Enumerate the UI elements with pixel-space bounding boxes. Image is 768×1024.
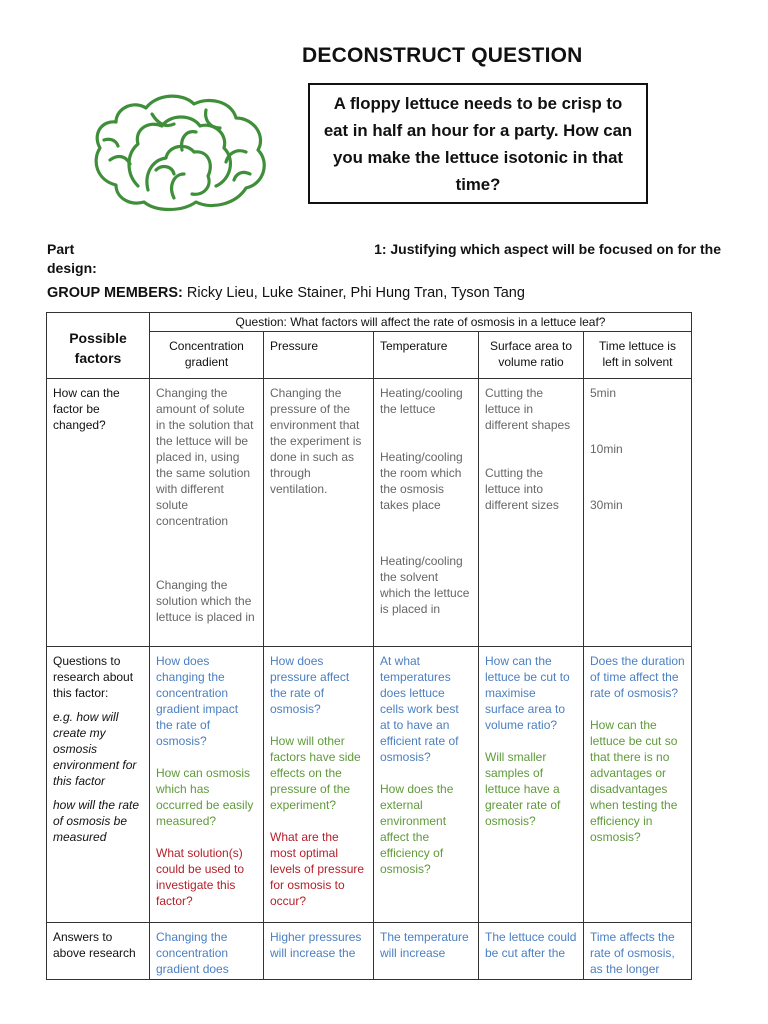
cell-text: Changing the pressure of the environment that the experiment is done in such as through ventilation. <box>270 386 362 496</box>
table-row <box>47 647 692 923</box>
row-label-text: Questions to research about this factor: <box>53 654 134 700</box>
cell-text: Heating/cooling the lettuce <box>380 386 463 416</box>
cell-text: Cutting the lettuce into different sizes <box>485 466 559 512</box>
table-cell <box>374 647 479 923</box>
column-header: Pressure <box>264 332 374 379</box>
cell-text: Cutting the lettuce in different shapes <box>485 386 571 432</box>
cell-text: How can the lettuce be cut so that there is no advantages or disadvantages when testing the efficiency in osmosis? <box>590 718 678 844</box>
row-label-eg: e.g. how will create my osmosis environment for this factor <box>53 710 137 788</box>
table-cell <box>479 379 584 647</box>
cell-text: 5min <box>590 386 617 400</box>
table-cell <box>584 379 692 647</box>
table-question: Question: What factors will affect the rate of osmosis in a lettuce leaf? <box>150 313 692 332</box>
part-description: 1: Justifying which aspect will be focused on for the <box>374 241 721 257</box>
part-label: Part <box>47 241 75 257</box>
table-row <box>47 379 692 647</box>
factors-table <box>46 312 692 980</box>
cell-text: At what temperatures does lettuce cells work best at to have an efficient rate of osmosis? <box>380 654 459 764</box>
cell-text: Changing the solution which the lettuce is placed in <box>156 578 255 624</box>
table-cell <box>264 647 374 923</box>
cell-text: How can the lettuce be cut to maximise surface area to volume ratio? <box>485 654 570 732</box>
cell-text: How does changing the concentration gradient impact the rate of osmosis? <box>156 654 239 748</box>
column-header: Time lettuce is left in solvent <box>584 332 692 379</box>
lettuce-illustration <box>86 90 272 216</box>
table-cell <box>150 379 264 647</box>
group-members-label: GROUP MEMBERS: <box>47 285 183 301</box>
cell-text: Does the duration of time affect the rate of osmosis? <box>590 654 685 700</box>
cell-text: Heating/cooling the solvent which the lettuce is placed in <box>380 554 470 616</box>
table-cell: Time affects the rate of osmosis, as the longer <box>584 923 692 980</box>
cell-text: Heating/cooling the room which the osmosis takes place <box>380 450 463 512</box>
column-header: Concentration gradient <box>150 332 264 379</box>
cell-text: 30min <box>590 498 623 512</box>
cell-text: 10min <box>590 442 623 456</box>
cell-text: What are the most optimal levels of pressure for osmosis to occur? <box>270 830 365 908</box>
group-members-names: Ricky Lieu, Luke Stainer, Phi Hung Tran, Tyson Tang <box>186 285 525 301</box>
cell-text: How can osmosis which has occurred be easily measured? <box>156 766 254 828</box>
cell-text: Changing the amount of solute in the solution that the lettuce will be placed in, using the same solution with different solute concentration <box>156 386 254 528</box>
table-cell <box>150 647 264 923</box>
cell-text: How does pressure affect the rate of osmosis? <box>270 654 350 716</box>
row-label: Answers to above research <box>47 923 150 980</box>
table-row <box>47 923 692 980</box>
row-label <box>47 647 150 923</box>
table-cell: Changing the concentration gradient does <box>150 923 264 980</box>
row-label-how: how will the rate of osmosis be measured <box>53 798 140 844</box>
table-cell: Higher pressures will increase the <box>264 923 374 980</box>
table-cell: The lettuce could be cut after the <box>479 923 584 980</box>
question-box: A floppy lettuce needs to be crisp to eat in half an hour for a party. How can you make the lettuce isotonic in that time? <box>308 83 648 204</box>
cell-text: How will other factors have side effects on the pressure of the experiment? <box>270 734 361 812</box>
table-cell <box>479 647 584 923</box>
group-members <box>47 285 525 301</box>
table-cell <box>374 379 479 647</box>
row-label: How can the factor be changed? <box>47 379 150 647</box>
possible-factors-header: Possible factors <box>47 313 150 379</box>
table-cell: The temperature will increase <box>374 923 479 980</box>
cell-text: Will smaller samples of lettuce have a greater rate of osmosis? <box>485 750 561 828</box>
cell-text: What solution(s) could be used to investigate this factor? <box>156 846 245 908</box>
table-cell <box>584 647 692 923</box>
part-description-cont: design: <box>47 260 97 276</box>
column-header: Surface area to volume ratio <box>479 332 584 379</box>
part-heading <box>47 240 721 278</box>
column-header: Temperature <box>374 332 479 379</box>
cell-text: How does the external environment affect the efficiency of osmosis? <box>380 782 454 876</box>
page-title: DECONSTRUCT QUESTION <box>302 44 583 67</box>
table-cell <box>264 379 374 647</box>
